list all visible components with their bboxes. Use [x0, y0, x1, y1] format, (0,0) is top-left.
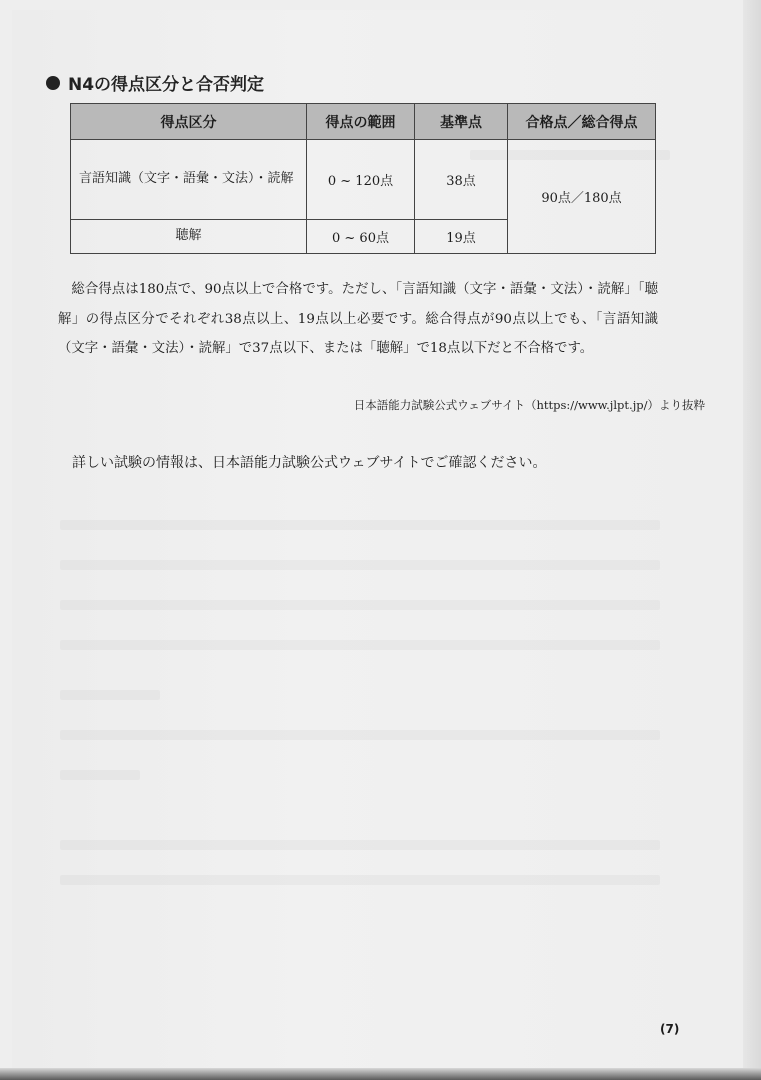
- range-cell: 0 ~ 60点: [307, 220, 415, 254]
- pass-total-cell: 90点／180点: [508, 140, 656, 254]
- range-cell: 0 ~ 120点: [307, 140, 415, 220]
- show-through: [60, 690, 160, 700]
- show-through: [60, 640, 660, 650]
- page-number: (7): [660, 1022, 680, 1036]
- show-through: [60, 770, 140, 780]
- section-cell: 聴解: [71, 220, 307, 254]
- show-through: [60, 600, 660, 610]
- bullet-icon: [46, 76, 60, 90]
- score-table: [70, 103, 656, 254]
- table-row: [71, 140, 656, 220]
- page-bottom-edge: [0, 1068, 761, 1080]
- heading-text: N4の得点区分と合否判定: [68, 75, 265, 95]
- header-base: 基準点: [415, 104, 508, 140]
- table-header-row: [71, 104, 656, 140]
- book-spine: [743, 0, 761, 1080]
- section-cell: 言語知識（文字・語彙・文法）・読解: [71, 140, 307, 220]
- show-through: [60, 730, 660, 740]
- body-paragraph: [58, 275, 658, 364]
- show-through: [60, 560, 660, 570]
- header-range: 得点の範囲: [307, 104, 415, 140]
- info-note: 詳しい試験の情報は、日本語能力試験公式ウェブサイトでご確認ください。: [72, 455, 547, 471]
- header-pass: 合格点／総合得点: [508, 104, 656, 140]
- show-through: [60, 520, 660, 530]
- base-cell: 19点: [415, 220, 508, 254]
- show-through: [60, 875, 660, 885]
- source-citation: 日本語能力試験公式ウェブサイト（https://www.jlpt.jp/）より抜粋: [353, 398, 705, 412]
- paragraph-text: 総合得点は180点で、90点以上で合格です。ただし、「言語知識（文字・語彙・文法）・読解」「聴解」の得点区分でそれぞれ38点以上、19点以上必要です。総合得点が90点以上でも、「言語知識（文字・語彙・文法）・読解」で37点以下、または「聴解」で18点以下だと不合格です。: [58, 282, 658, 356]
- header-section: 得点区分: [71, 104, 307, 140]
- section-heading: [46, 70, 264, 95]
- base-cell: 38点: [415, 140, 508, 220]
- show-through: [60, 840, 660, 850]
